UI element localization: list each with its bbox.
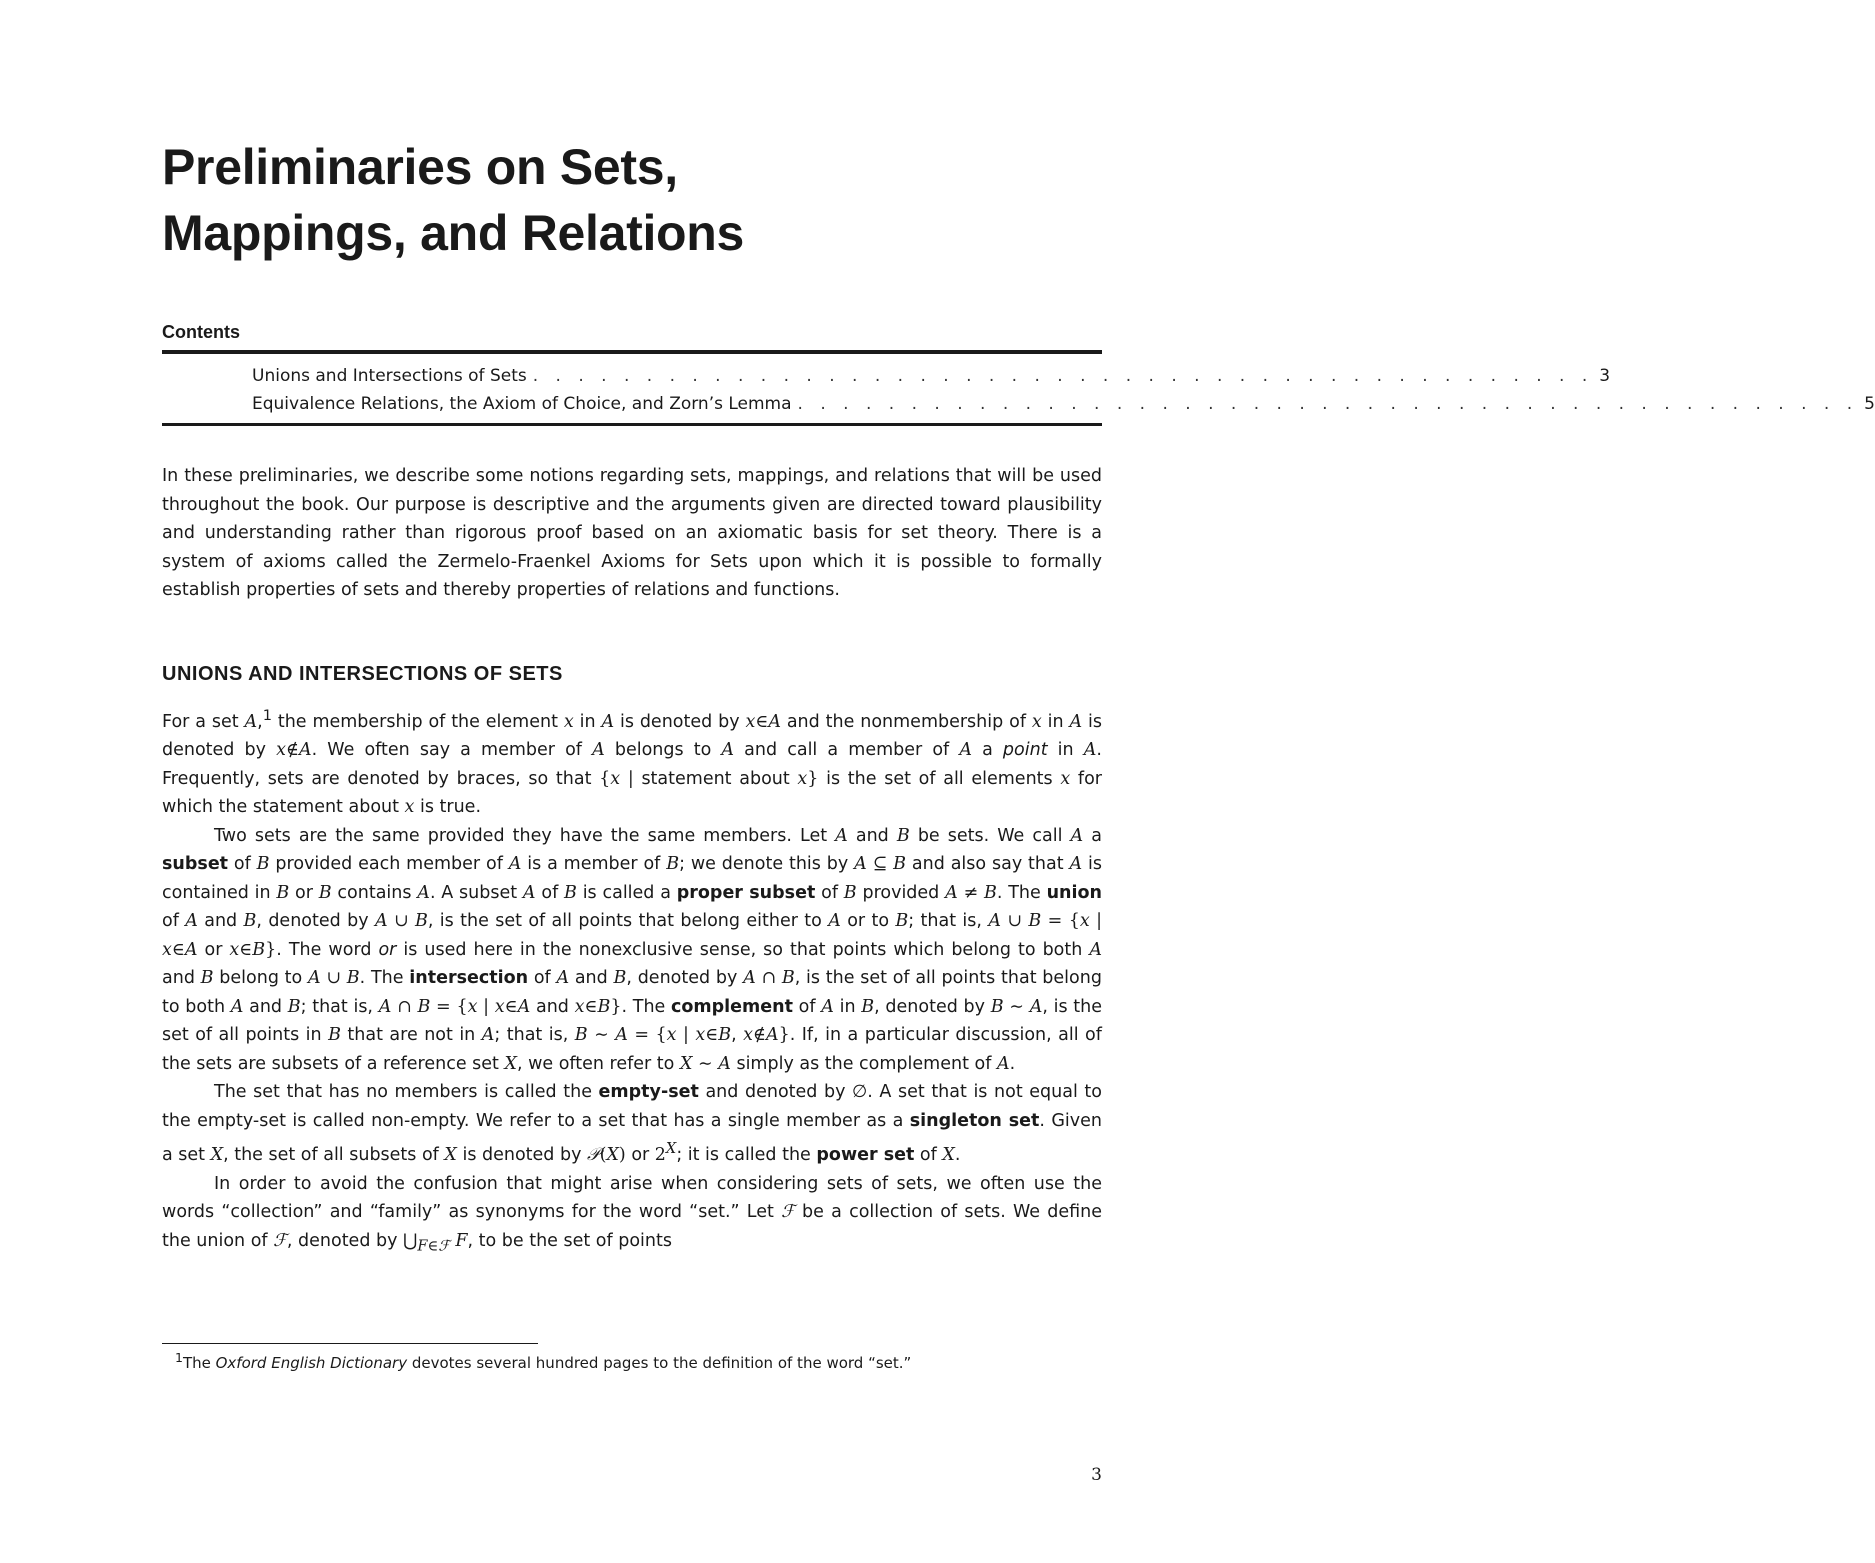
contents-top-rule — [162, 350, 1102, 354]
paragraph-empty-set: The set that has no members is called the empty-set and denoted by ∅. A set that is not equal to the empty-set is called non-empty. We refer to a set that has a single member as a singleton set. Given a set X, the set of all subsets of X is denoted by 𝒫(X) or $2^X$; it is called the power set of X. — [162, 1082, 1103, 1166]
toc-entry-label: Equivalence Relations, the Axiom of Choice, and Zorn’s Lemma — [252, 394, 792, 414]
footnote-text-pre: The — [182, 1354, 216, 1372]
footnote-mark: 1 — [175, 1350, 183, 1365]
footnote — [175, 1347, 1102, 1374]
term-subset: subset — [162, 854, 229, 875]
term-proper-subset: proper subset — [676, 882, 816, 903]
toc-leader-dots: . . . . . . . . . . . . . . . . . . . . . . . . . . . . . . . . . . . . . . . . . . . . . . . — [532, 366, 1594, 386]
term-point: point — [1002, 740, 1048, 761]
chapter-title-line-2: Mappings, and Relations — [162, 205, 745, 261]
toc-entry-page: 3 — [1599, 366, 1611, 386]
footnote-title: Oxford English Dictionary — [215, 1354, 408, 1372]
contents-bottom-rule — [162, 423, 1102, 426]
term-union: union — [1046, 882, 1102, 903]
toc-entry[interactable] — [252, 362, 1611, 390]
toc-entry-page: 5 — [1864, 394, 1875, 414]
paragraph-membership: For a set A,$^1$ the membership of the element x in A is denoted by x∈A and the nonmembership of x in A is denoted by x∉A. We often say a member of A belongs to A and call a member of A a point in A. Frequently, sets are denoted by braces, so that {x | statement about x} is the set of all elements x for which the statement about x is true. — [162, 707, 1102, 818]
section-body — [162, 702, 1102, 1261]
term-intersection: intersection — [409, 968, 529, 989]
toc-entry-label: Unions and Intersections of Sets — [252, 366, 527, 386]
term-complement: complement — [671, 996, 793, 1017]
term-power-set: power set — [816, 1145, 915, 1166]
toc-leader-dots: . . . . . . . . . . . . . . . . . . . . . . . . . . . . . . . . . . . . . . . . . . . . . . . — [797, 394, 1859, 414]
paragraph-subsets: Two sets are the same provided they have the same members. Let A and B be sets. We call A a subset of B provided each member of A is a member of B; we denote this by A ⊆ B and also say that A is contained in B or B contains A. A subset A of B is called a proper subset of B provided A ≠ B. The union of A and B, denoted by A ∪ B, is the set of all points that belong either to A or to B; that is, A ∪ B = {x | x∈A or x∈B}. The word or is used here in the nonexclusive sense, so that points which belong to both A and B belong to A ∪ B. The intersection of A and B, denoted by A ∩ B, is the set of all points that belong to both A and B; that is, A ∩ B = {x | x∈A and x∈B}. The complement of A in B, denoted by B ∼ A, is the set of all points in B that are not in A; that is, B ∼ A = {x | x∈B, x∉A}. If, in a particular discussion, all of the sets are subsets of a reference set X, we often refer to X ∼ A simply as the complement of A. — [162, 825, 1102, 1074]
term-or: or — [378, 939, 397, 960]
footnote-reference[interactable]: 1 — [262, 707, 272, 724]
term-singleton-set: singleton set — [909, 1110, 1040, 1131]
toc-entry[interactable] — [252, 390, 1875, 418]
intro-paragraph: In these preliminaries, we describe some notions regarding sets, mappings, and relations that will be used throughout the book. Our purpose is descriptive and the arguments given are directed toward plausibility and understanding rather than rigorous proof based on an axiomatic basis for set theory. There is a system of axioms called the Zermelo-Fraenkel Axioms for Sets upon which it is possible to formally establish properties of sets and thereby properties of relations and functions. — [162, 466, 1102, 600]
term-empty-set: empty-set — [598, 1082, 699, 1103]
page-number: 3 — [1091, 1465, 1102, 1485]
section-heading: UNIONS AND INTERSECTIONS OF SETS — [162, 663, 563, 685]
contents-heading: Contents — [162, 322, 240, 342]
footnote-rule — [162, 1343, 538, 1344]
chapter-title-line-1: Preliminaries on Sets, — [162, 139, 678, 195]
paragraph-collections: In order to avoid the confusion that might arise when considering sets of sets, we often use the words “collection” and “family” as synonyms for the word “set.” Let ℱ be a collection of sets. We define the union of ℱ, denoted by $⋃_{F\in ℱ}$ F, to be the set of points — [162, 1173, 1102, 1255]
table-of-contents — [252, 362, 1875, 418]
chapter-title — [162, 134, 1102, 266]
footnote-text-post: devotes several hundred pages to the definition of the word “set.” — [407, 1354, 912, 1372]
